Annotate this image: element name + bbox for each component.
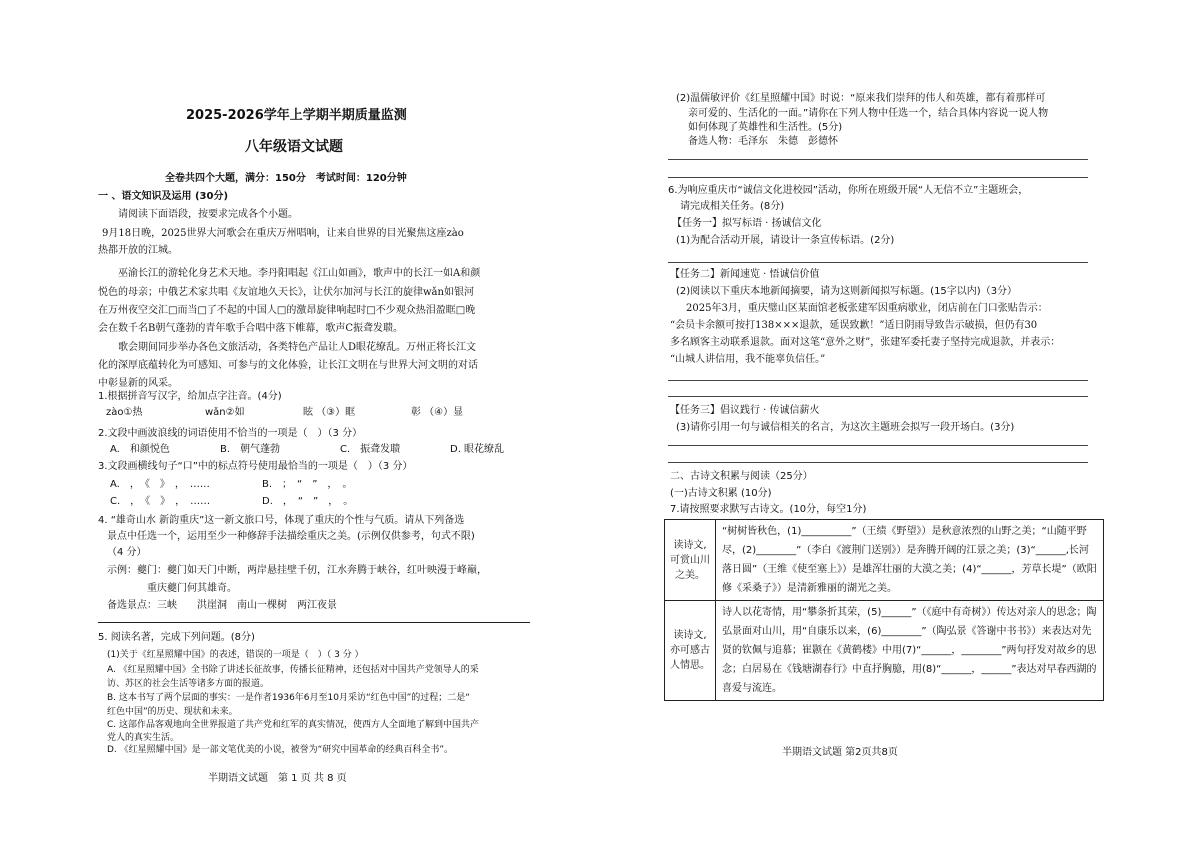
answer-line: [668, 462, 1088, 463]
passage-line: 9月18日晚，2025世界大河歌会在重庆万州唱响，让来自世界的目光聚焦这座zào: [102, 228, 464, 239]
q3-option: B. ； “ ” ， 。: [262, 479, 353, 490]
page-footer: 半期语文试题 第2页共8页: [782, 747, 898, 758]
q4-score: （4 分）: [107, 547, 147, 558]
exam-info: 全卷共四个大题，满分：150分 考试时间：120分钟: [165, 173, 407, 184]
q3-option: C. ， 《 》 ， ……: [110, 496, 211, 507]
q2-option: A. 和颜悦色: [110, 444, 170, 455]
passage-line: 在万州夜空交汇□而当□了不起的中国人□的激昂旋律响起时□不少观众热泪盈眶□晚: [98, 305, 476, 316]
q5-option: D. 《红星照耀中国》是一部文笔优美的小说，被誉为“研究中国革命的经典百科全书”。: [107, 745, 453, 755]
answer-line: [668, 445, 1088, 446]
q7-stem: 7.请按照要求默写古诗文。(10分，每空1分): [670, 504, 867, 515]
news-line: “山城人讲信用，我不能辜负信任。”: [670, 354, 826, 365]
table-row: [665, 601, 1104, 701]
answer-line: [668, 380, 1088, 381]
q5-stem: 5. 阅读名著，完成下列问题。(8分): [98, 632, 255, 643]
q1-stem: 1.根据拼音写汉字，给加点字注音。(4分): [98, 391, 282, 402]
poetry-table: [664, 519, 1104, 701]
q4-stem-2: 景点中任选一个，运用至少一种修辞手法描绘重庆之美。(示例仅供参考，句式不限): [107, 531, 475, 542]
section2-subheading: (一)古诗文积累 (10分): [670, 488, 772, 499]
q2-stem: 2.文段中画波浪线的词语使用不恰当的一项是（ ）（3 分）: [98, 428, 363, 439]
task2-heading: 【任务二】新闻速览 · 悟诚信价值: [670, 269, 820, 280]
passage-line: 巫渝长江的游轮化身艺术天地。李丹阳唱起《江山如画》，歌声中的长江一如A和颜: [118, 268, 481, 279]
task3-question: (3)请你引用一句与诚信相关的名言，为这次主题班会拟写一段开场白。(3分): [676, 422, 1015, 433]
q6-stem-2: 请完成相关任务。(8分): [680, 201, 785, 212]
answer-line: [98, 622, 530, 623]
q5-option: A. 《红星照耀中国》全书除了讲述长征故事，传播长征精神，还包括对中国共产党领导人的采: [107, 665, 479, 675]
q5-sub2: (2)温儒敏评价《红星照耀中国》时说：“原来我们崇拜的伟人和英雄，都有着那样可: [676, 93, 1046, 104]
exam-title: 2025-2026学年上学期半期质量监测: [186, 108, 407, 123]
q1-item: wǎn②如: [205, 407, 245, 418]
q4-choices: 备选景点：三峡 洪崖洞 南山一棵树 两江夜景: [107, 600, 337, 611]
table-content: “树树皆秋色，(1)__________”（王绩《野望》）是秋意浓烈的山野之美；“山随平野尽，(2)________”（李白《渡荆门送别》）是奔腾开阔的江景之美；(3)“______,长河落日圆”（王维《使至塞上》）是雄浑壮丽的大漠之美；(4)“______，芳草长堤”（欧阳修《采桑子》）是清新雅丽的湖光之美。: [716, 520, 1104, 601]
answer-line: [668, 262, 1088, 263]
q1-item: 眩 （③）眶: [303, 407, 356, 418]
news-line: 多名顾客主动联系退款。面对这笔“意外之财”，张建军委托妻子坚持完成退款，并表示：: [670, 337, 1061, 348]
answer-line: [668, 396, 1088, 397]
passage-line: 化的深厚底蕴转化为可感知、可参与的文化体验，让长江文明在与世界大河文明的对话: [98, 360, 478, 371]
passage-line: 歌会期间同步举办各色文旅活动，各类特色产品让人D眼花缭乱。万州正将长江文: [118, 342, 477, 353]
answer-line: [668, 159, 1088, 160]
page-footer: 半期语文试题 第 1 页 共 8 页: [208, 773, 347, 784]
passage-line: 中彰显新的风采。: [98, 378, 178, 389]
q4-example: 示例：夔门：夔门如天门中断，两岸悬挂壁千仞，江水奔腾于峡谷，红叶映漫于峰巅，: [107, 565, 487, 576]
q6-stem: 6.为响应重庆市“诚信文化进校园”活动，你所在班级开展“人无信不立”主题班会，: [668, 185, 1029, 196]
q5-sub1: (1)关于《红星照耀中国》的表述，错误的一项是（ ）（ 3 分 ）: [107, 650, 364, 660]
news-line: “会员卡余额可按打138×××退款，延误致歉！”适日阴雨导致告示破损，但仍有30: [670, 320, 1038, 331]
section1-instruction: 请阅读下面语段，按要求完成各个小题。: [118, 209, 298, 220]
passage-line: 会在数千名B朝气蓬勃的青年歌手合唱中落下帷幕，歌声C振聋发聩。: [98, 323, 403, 334]
q5-option: C. 这部作品客观地向全世界报道了共产党和红军的真实情况，使西方人全面地了解到中国共产: [107, 720, 480, 730]
answer-line: [668, 177, 1088, 178]
q2-option: C. 振聋发聩: [340, 444, 401, 455]
section2-heading: 二、古诗文积累与阅读（25分）: [670, 471, 813, 482]
q1-item: zào①热: [106, 407, 143, 418]
q3-option: A. ， 《 》 ， ……: [110, 479, 210, 490]
task1-question: (1)为配合活动开展，请设计一条宣传标语。(2分): [676, 235, 895, 246]
q4-stem: 4. “雄奇山水 新韵重庆”这一新文旅口号，体现了重庆的个性与气质。请从下列备选: [98, 515, 465, 526]
task2-question: (2)阅读以下重庆本地新闻摘要，请为这则新闻拟写标题。(15字以内)（3分）: [676, 286, 1018, 297]
q5-candidates: 备选人物：毛泽东 朱德 彭德怀: [688, 136, 838, 147]
table-category: 读诗文, 可赏山川 之美。: [665, 520, 716, 601]
q4-example-2: 重庆夔门何其雄奇。: [147, 583, 237, 594]
news-line: 2025年3月，重庆璧山区某面馆老板张建军因重病歇业，闭店前在门口张贴告示：: [686, 303, 1048, 314]
q2-option: B. 朝气蓬勃: [220, 444, 281, 455]
q3-option: D. ， “ ” ， 。: [262, 496, 354, 507]
q5-option: 访、苏区的社会生活等诸多方面的报道。: [107, 679, 270, 689]
task1-heading: 【任务一】拟写标语 · 扬诚信文化: [672, 218, 822, 229]
q5-sub2: 如何体现了英雄性和生活性。(5分): [688, 122, 843, 133]
q5-option: 红色中国”的历史、现状和未来。: [107, 707, 238, 717]
section1-heading: 一 、语文知识及运用 (30分): [98, 191, 229, 202]
q5-option: 党人的真实生活。: [107, 733, 180, 743]
q5-option: B. 这本书写了两个层面的事实：一是作者1936年6月至10月采访“红色中国”的过程；二是“: [107, 693, 470, 703]
q5-sub2: 亲可爱的、生活化的一面。”请你在下列人物中任选一个，结合具体内容说一说人物: [688, 108, 1049, 119]
table-category: 读诗文, 亦可感古 人情思。: [665, 601, 716, 701]
q3-stem: 3.文段画横线句子“口”中的标点符号使用最恰当的一项是（ ）（3 分）: [98, 461, 413, 472]
q2-option: D. 眼花缭乱: [450, 444, 505, 455]
q1-item: 彰 （④）显: [411, 407, 464, 418]
table-content: 诗人以花寄情，用“攀条折其荣，(5)______”（《庭中有奇树》）传达对亲人的思念；陶弘景面对山川，用“自康乐以来，(6)________”（陶弘景《答谢中书书》）来表达对先贤的钦佩与追慕；崔颢在《黄鹤楼》中用(7)“______，________”两句抒发对故乡的思念；白居易在《钱塘湖春行》中直抒胸臆，用(8)“______，______”表达对早春西湖的喜爱与流连。: [716, 601, 1104, 701]
passage-line: 热都开放的江城。: [98, 245, 178, 256]
table-row: [665, 520, 1104, 601]
task3-heading: 【任务三】倡议践行 · 传诚信薪火: [670, 405, 820, 416]
exam-subtitle: 八年级语文试题: [245, 139, 343, 155]
passage-line: 悦色的母亲；中俄艺术家共唱《友谊地久天长》，让伏尔加河与长江的旋律wǎn如银河: [98, 287, 474, 298]
